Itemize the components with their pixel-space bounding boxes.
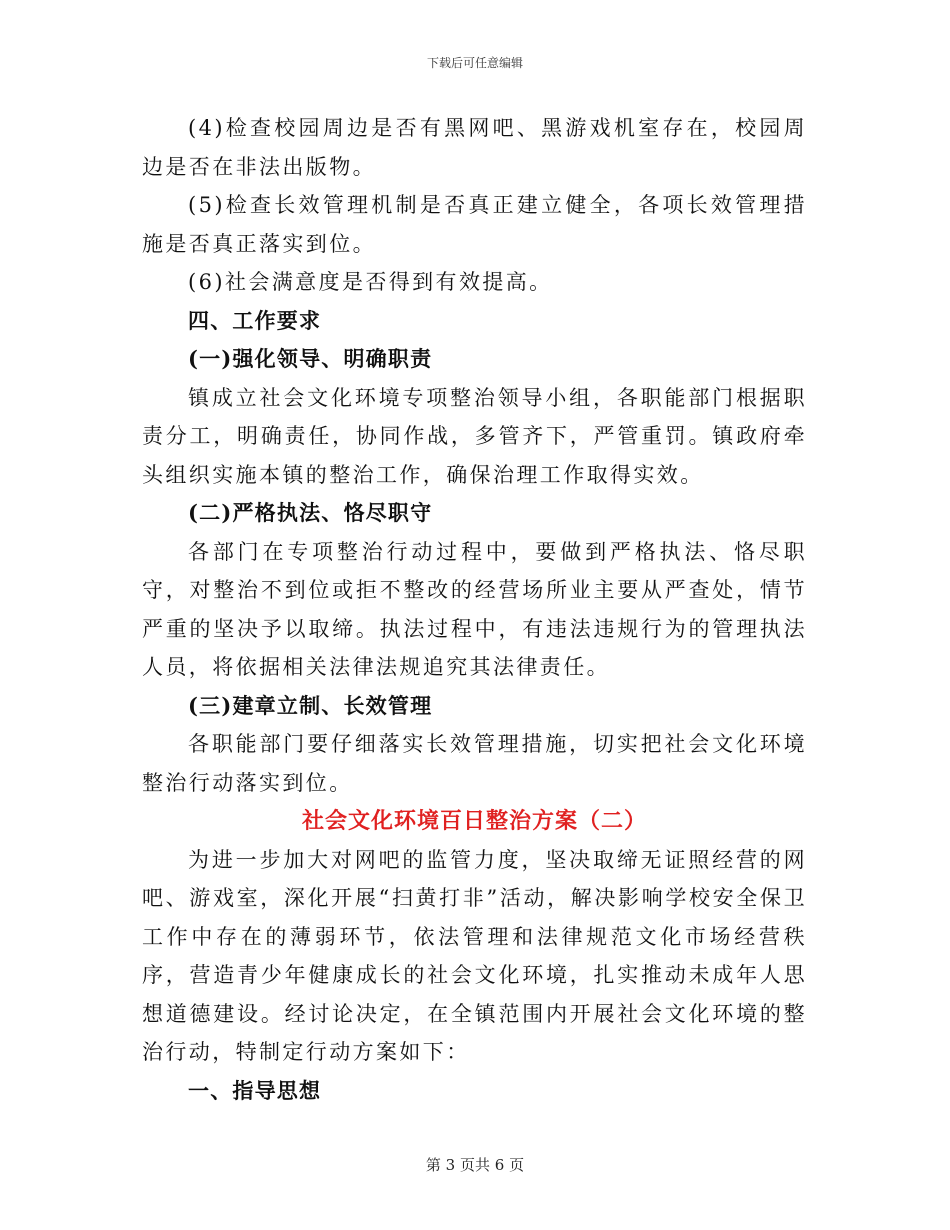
header-note: 下载后可任意编辑: [426, 56, 523, 70]
paragraph-check-6: (6)社会满意度是否得到有效提高。: [188, 270, 553, 294]
document-body: [142, 109, 807, 1110]
paragraph-leadership: 镇成立社会文化环境专项整治领导小组，各职能部门根据职责分工，明确责任，协同作战，多管齐下，严管重罚。镇政府牵头组织实施本镇的整治工作，确保治理工作取得实效。: [142, 385, 807, 487]
paragraph-plan-intro: 为进一步加大对网吧的监管力度，坚决取缔无证照经营的网吧、游戏室，深化开展“扫黄打非”活动，解决影响学校安全保卫工作中存在的薄弱环节，依法管理和法律规范文化市场经营秩序，营造青少年健康成长的社会文化环境，扎实推动未成年人思想道德建设。经讨论决定，在全镇范围内开展社会文化环境的整治行动，特制定行动方案如下：: [142, 847, 807, 1064]
heading-guiding-ideology: 一、指导思想: [188, 1077, 322, 1103]
heading-work-requirements: 四、工作要求: [188, 307, 322, 333]
subheading-long-term-management: (三)建章立制、长效管理: [188, 692, 433, 718]
subheading-leadership: (一)强化领导、明确职责: [188, 346, 433, 371]
paragraph-check-4: (4)检查校园周边是否有黑网吧、黑游戏机室存在，校园周边是否在非法出版物。: [142, 116, 807, 179]
section-title-plan-two: 社会文化环境百日整治方案（二）: [301, 808, 647, 834]
paragraph-law-enforcement: 各部门在专项整治行动过程中，要做到严格执法、恪尽职守，对整治不到位或拒不整改的经营场所业主要从严查处，情节严重的坚决予以取缔。执法过程中，有违法违规行为的管理执法人员，将依据相关法律法规追究其法律责任。: [142, 539, 807, 679]
subheading-law-enforcement: (二)严格执法、恪尽职守: [188, 500, 433, 525]
paragraph-check-5: (5)检查长效管理机制是否真正建立健全，各项长效管理措施是否真正落实到位。: [142, 193, 807, 256]
page-number: 第 3 页共 6 页: [425, 1156, 525, 1174]
paragraph-long-term-management: 各职能部门要仔细落实长效管理措施，切实把社会文化环境整治行动落实到位。: [142, 732, 807, 795]
